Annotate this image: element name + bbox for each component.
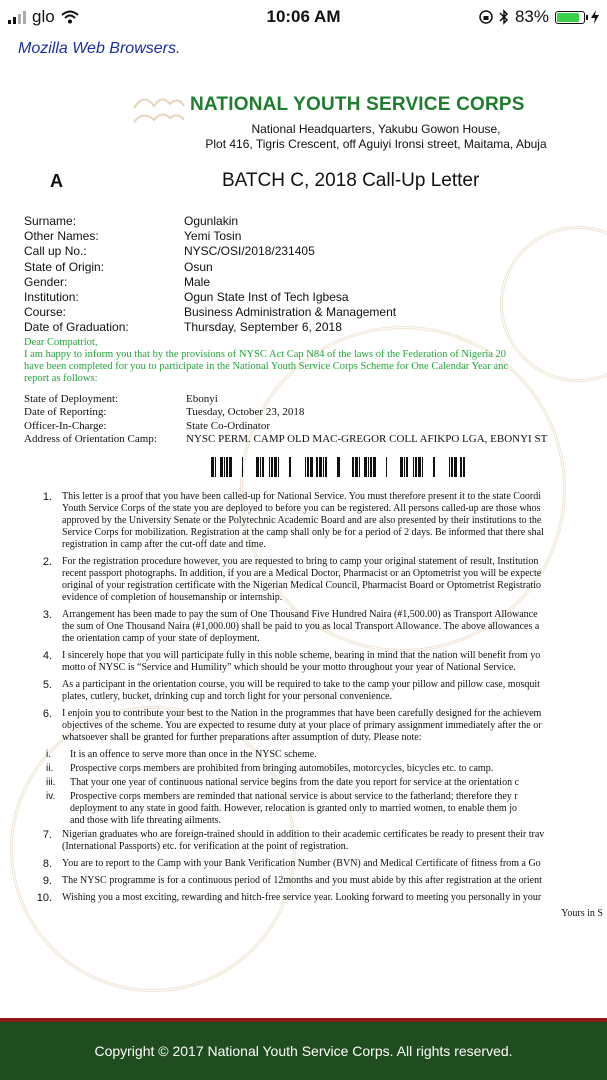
status-right [479, 7, 599, 27]
item-number: 3. [42, 609, 52, 621]
barcode-bar [451, 457, 453, 477]
barcode-bar [325, 457, 327, 477]
barcode-bar [310, 457, 313, 477]
item-text-line: approved by the University Senate or the Polytechnic Academic Board and are also presented by their institutions to the [62, 515, 542, 526]
closing-text: Yours in S [561, 908, 603, 919]
barcode-bar [370, 457, 372, 477]
detail-label: Date of Reporting: [24, 406, 107, 419]
barcode-bar [368, 457, 369, 477]
greeting-line: Dear Compatriot, [24, 337, 98, 348]
item-text-line: plates, cutlery, bucket, drinking cup and torch light for your personal convenience. [62, 691, 393, 702]
detail-row [24, 260, 396, 275]
browser-title: Mozilla Web Browsers. [18, 40, 181, 57]
greeting-line: have been completed for you to participate in the National Youth Service Corps Scheme for One Calendar Year anc [24, 361, 509, 372]
instructions-list [30, 491, 607, 920]
item-text-line: objectives of the scheme. You are expected to resume duty at your place of primary assignment immediately after the or [62, 720, 542, 731]
greeting-line: I am happy to inform you that by the provisions of NYSC Act Cap N84 of the laws of the Federation of Nigeria 20 [24, 349, 507, 360]
detail-label: Course: [24, 305, 67, 320]
instruction-item [30, 858, 607, 870]
barcode-bar [316, 457, 318, 477]
greeting [24, 337, 607, 385]
item-number: 9. [42, 875, 52, 887]
item-text-line: As a participant in the orientation course, you will be required to take to the camp your pillow and pillow case, mosquit [62, 679, 540, 690]
detail-row [24, 214, 396, 229]
barcode-bar [242, 457, 243, 477]
instruction-item [30, 491, 607, 551]
note-item [30, 763, 607, 775]
barcode-bar [352, 457, 354, 477]
item-number: 6. [42, 708, 52, 720]
barcode-bar [386, 457, 387, 477]
detail-label: Address of Orientation Camp: [24, 432, 157, 445]
barcode-bar [359, 457, 360, 477]
item-text-line: evidence of completion of housemanship or internship. [62, 592, 283, 603]
barcode-bar [319, 457, 322, 477]
instruction-item [30, 892, 607, 904]
detail-value: Osun [184, 259, 213, 274]
note-item [30, 791, 607, 827]
greeting-line: report as follows: [24, 373, 98, 384]
item-text-line: This letter is a proof that you have been called-up for National Service. You must therefore present it to the state Coordi [62, 491, 542, 502]
item-text-line: registration in camp after the cut-off date and time. [62, 539, 266, 550]
barcode-bar [400, 457, 403, 477]
barcode-bar [271, 457, 273, 477]
letter-title: BATCH C, 2018 Call-Up Letter [222, 170, 480, 191]
barcode-bar [269, 457, 270, 477]
instruction-item [30, 679, 607, 703]
detail-row [24, 229, 396, 244]
item-text-line: the sum of One Thousand Naira (#1,000.00) shall be paid to you as local Transport Allowance. The above allowances a [62, 621, 540, 632]
detail-value: Ogun State Inst of Tech Igbesa [184, 289, 349, 304]
item-text-line: motto of NYSC is “Service and Humility” which should be your motto throughout your year of National Service. [62, 662, 516, 673]
barcode-bar [307, 457, 309, 477]
address-line: National Headquarters, Yakubu Gowon House, [251, 122, 501, 136]
item-text-line: Prospective corps members are prohibited from bringing automobiles, motorcycles, bicycles etc. to camp. [70, 763, 494, 774]
item-text-line: I enjoin you to contribute your best to the Nation in the programmes that have been carefully designed for the achievem [62, 708, 542, 719]
detail-value: Tuesday, October 23, 2018 [186, 406, 305, 419]
barcode-bar [373, 457, 376, 477]
item-text-line: Nigerian graduates who are foreign-trained should in addition to their academic certificates be ready to present their trav [62, 829, 545, 840]
item-number: 5. [42, 679, 52, 691]
item-text-line: That your one year of continuous national service begins from the date you report for service at the orientation c [70, 777, 520, 788]
detail-row [24, 393, 547, 406]
bluetooth-icon [499, 9, 509, 25]
detail-value: State Co-Ordinator [186, 419, 271, 432]
detail-row [24, 420, 547, 433]
address-line: Plot 416, Tigris Crescent, off Aguiyi Ironsi street, Maitama, Abuja [205, 137, 547, 151]
detail-row [24, 244, 396, 259]
barcode-bar [278, 457, 279, 477]
detail-row [24, 290, 396, 305]
barcode-bar [364, 457, 367, 477]
barcode-bar [415, 457, 417, 477]
barcode-bar [262, 457, 264, 477]
item-number: iii. [46, 777, 56, 788]
item-number: ii. [46, 763, 54, 774]
barcode [211, 457, 465, 477]
instruction-item [30, 556, 607, 604]
battery-percent: 83% [514, 7, 549, 26]
barcode-bar [406, 457, 408, 477]
barcode-bar [422, 457, 423, 477]
barcode-bar [211, 457, 214, 477]
barcode-bar [289, 457, 291, 477]
item-text-line: Youth Service Corps of the state you are deployed to before you can be registered. All persons called-up are those whos [62, 503, 541, 514]
item-number: 7. [42, 829, 52, 841]
detail-row [24, 433, 547, 446]
item-number: iv. [46, 791, 56, 802]
barcode-bar [433, 457, 435, 477]
detail-label: Surname: [24, 214, 77, 228]
nysc-logo [130, 88, 188, 138]
detail-label: Officer-In-Charge: [24, 419, 107, 432]
charging-icon [591, 10, 599, 24]
detail-value: NYSC PERM. CAMP OLD MAC-GREGOR COLL AFIKPO LGA, EBONYI ST [186, 432, 548, 445]
batch-letter: A [50, 171, 63, 191]
barcode-bar [305, 457, 306, 477]
item-text-line: Service Corps for mobilization. Registration at the camp shall only be for a period of 2 days. Be informed that there shal [62, 527, 544, 538]
barcode-bar [215, 457, 216, 477]
item-text-line: whatsoever shall be granted for further preparations after assumption of duty. Please note: [62, 732, 422, 743]
carrier-label: glo [32, 7, 55, 26]
item-text-line: recent passport photographs. In addition, if you are a Medical Doctor, Pharmacist or an Optometrist you will be expecte [62, 568, 542, 579]
detail-label: State of Deployment: [24, 393, 119, 405]
item-text-line: It is an offence to serve more than once in the NYSC scheme. [70, 749, 317, 760]
item-text-line: Wishing you a most exciting, rewarding and hitch-free service year. Looking forward to meeting you personally in your [62, 892, 542, 903]
item-number: i. [46, 749, 51, 760]
barcode-bar [413, 457, 414, 477]
detail-label: Other Names: [24, 229, 99, 244]
note-item [30, 749, 607, 761]
org-address [186, 122, 566, 152]
detail-value: NYSC/OSI/2018/231405 [184, 244, 315, 259]
barcode-bar [355, 457, 358, 477]
barcode-bar [418, 457, 421, 477]
barcode-bar [224, 457, 225, 477]
barcode-bar [229, 457, 232, 477]
item-text-line: (International Passports) etc. for verification at the point of registration. [62, 841, 349, 852]
item-text-line: the orientation camp of your state of deployment. [62, 633, 260, 644]
barcode-bar [226, 457, 228, 477]
detail-row [24, 320, 396, 335]
detail-value: Ogunlakin [184, 214, 239, 228]
call-up-letter [0, 66, 607, 1018]
barcode-bar [260, 457, 261, 477]
item-text-line: The NYSC programme is for a continuous period of 12months and you must abide by this after registration at the orient [62, 875, 542, 886]
detail-row [24, 275, 396, 290]
item-text-line: For the registration procedure however, you are requested to bring to camp your original statement of result, Institution [62, 556, 539, 567]
detail-row [24, 305, 396, 320]
personal-details [24, 214, 396, 336]
barcode-bar [404, 457, 405, 477]
copyright-text: Copyright © 2017 National Youth Service Corps. All rights reserved. [94, 1043, 513, 1059]
instruction-item [30, 708, 607, 744]
detail-label: State of Origin: [24, 259, 105, 274]
rotation-lock-icon [479, 10, 493, 24]
item-number: 8. [42, 858, 52, 870]
footer [0, 1018, 607, 1080]
detail-label: Date of Graduation: [24, 320, 129, 335]
detail-value: Thursday, September 6, 2018 [184, 320, 342, 335]
note-item [30, 777, 607, 789]
org-name: NATIONAL YOUTH SERVICE CORPS [190, 94, 525, 115]
detail-label: Call up No.: [24, 244, 87, 259]
item-text-line: You are to report to the Camp with your Bank Verification Number (BVN) and Medical Certificate of fitness from a Go [62, 858, 541, 869]
item-text-line: Prospective corps members are reminded that national service is about service to the fatherland; therefore they r [70, 791, 518, 802]
item-number: 2. [42, 556, 52, 568]
instruction-item [30, 609, 607, 645]
item-text-line: and those with life threating ailments. [70, 815, 222, 826]
instruction-item [30, 829, 607, 853]
item-number: 1. [42, 491, 52, 503]
item-text-line: deployment to any state in good faith. However, relocation is granted only to married women, to enable them jo [70, 803, 517, 814]
item-number: 4. [42, 650, 52, 662]
item-text-line: Arrangement has been made to pay the sum of One Thousand Five Hundred Naira (#1,500.00) as Transport Allowance [62, 609, 538, 620]
detail-label: Institution: [24, 289, 79, 304]
barcode-bar [337, 457, 340, 477]
detail-row [24, 406, 547, 419]
detail-label: Gender: [24, 274, 68, 289]
instruction-item [30, 875, 607, 887]
instruction-item [30, 650, 607, 674]
barcode-bar [449, 457, 450, 477]
item-text-line: original of your registration certificate with the Nigerian Medical Council, Pharmacist Board or Optometrist Registratio [62, 580, 542, 591]
barcode-bar [463, 457, 465, 477]
barcode-bar [220, 457, 223, 477]
barcode-bar [454, 457, 457, 477]
battery-icon [555, 11, 585, 24]
detail-value: Male [184, 274, 211, 289]
barcode-bar [460, 457, 462, 477]
barcode-bar [274, 457, 277, 477]
detail-value: Yemi Tosin [184, 229, 242, 244]
barcode-bar [256, 457, 259, 477]
status-bar [0, 0, 607, 34]
barcode-bar [323, 457, 324, 477]
status-time: 10:06 AM [266, 7, 341, 26]
item-text-line: I sincerely hope that you will participate fully in this noble scheme, bearing in mind that the nation will benefit from yo [62, 650, 541, 661]
deployment-details [24, 393, 547, 446]
item-number: 10. [36, 892, 52, 904]
detail-value: Ebonyi [186, 393, 218, 405]
detail-value: Business Administration & Management [184, 305, 397, 320]
